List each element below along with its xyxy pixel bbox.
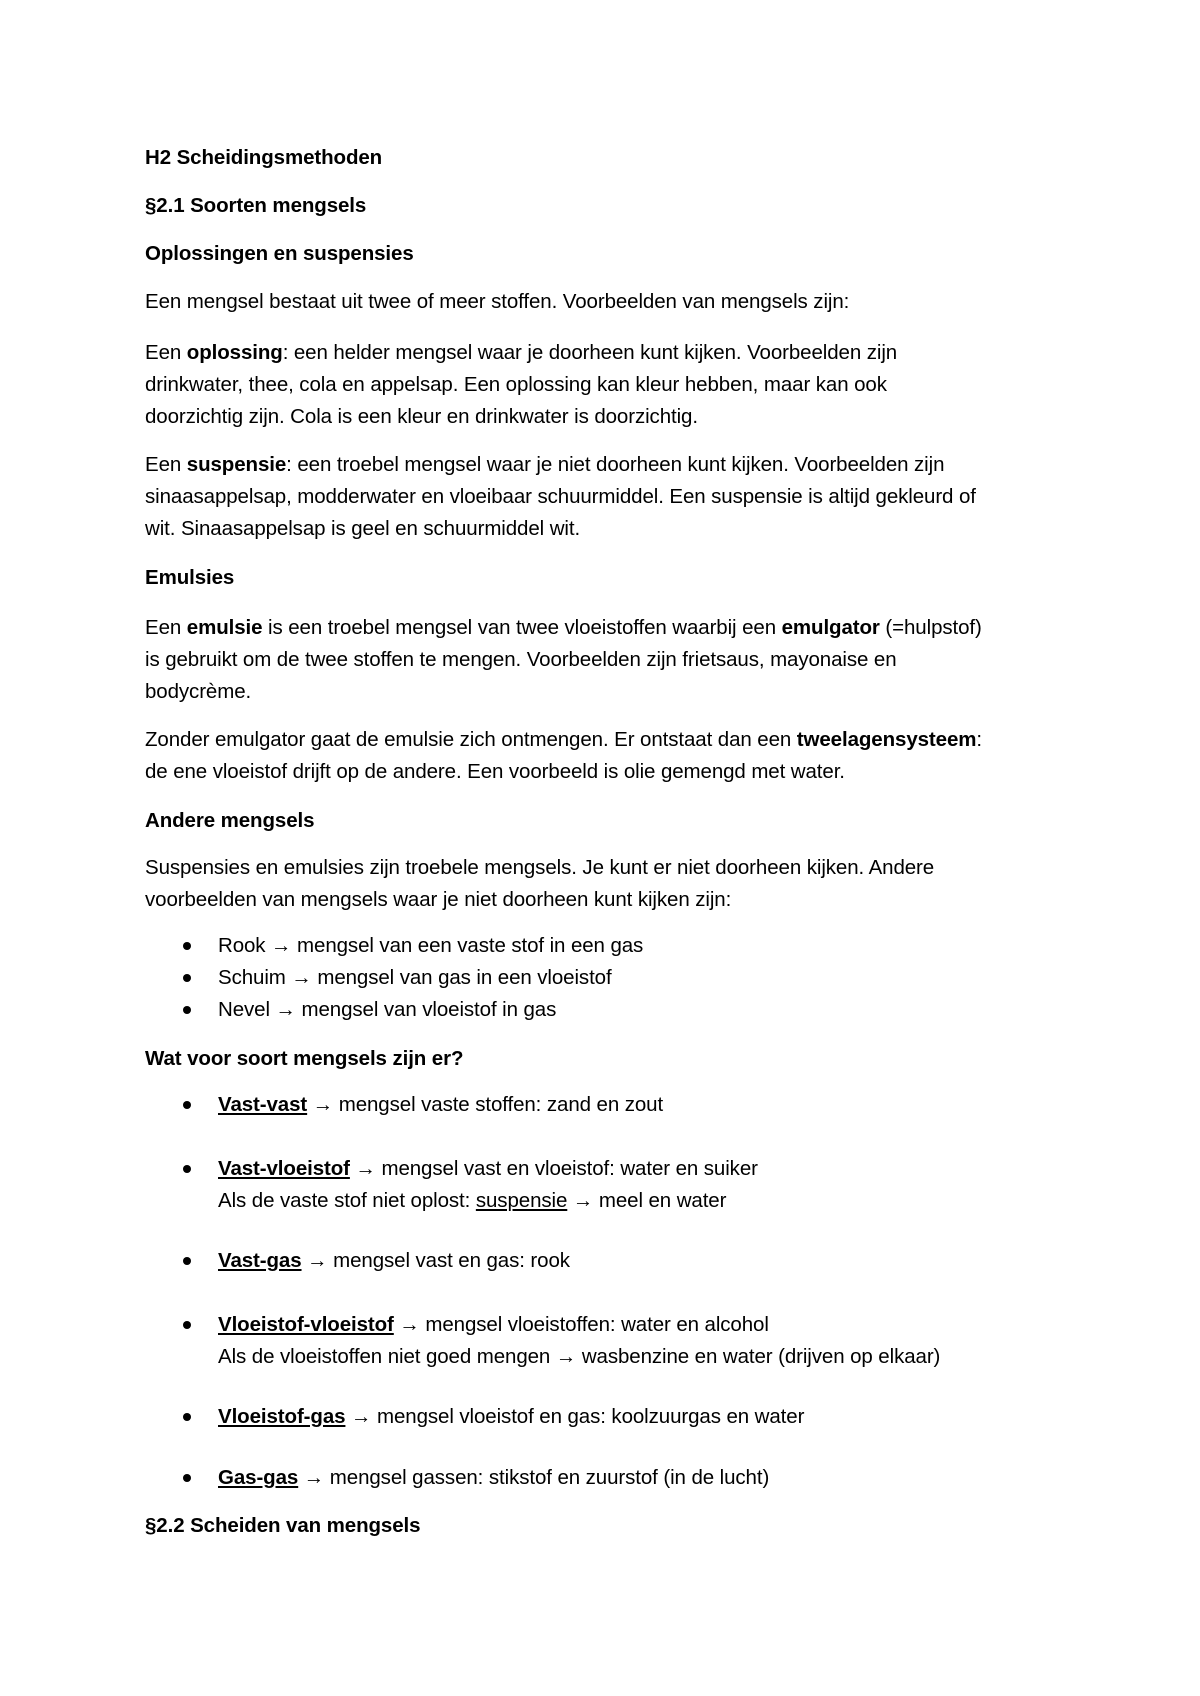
andere-list-item-rook: Rook → mengsel van een vaste stof in een gas <box>218 934 644 957</box>
bullet-icon <box>183 1165 191 1173</box>
suspensie-line-1: Een suspensie: een troebel mengsel waar je niet doorheen kunt kijken. Voorbeelden zijn <box>145 453 945 476</box>
intro-paragraph: Een mengsel bestaat uit twee of meer stoffen. Voorbeelden van mengsels zijn: <box>145 290 850 313</box>
subheading-oplossingen: Oplossingen en suspensies <box>145 242 414 265</box>
bullet-icon <box>183 1413 191 1421</box>
suspensie-line-3: wit. Sinaasappelsap is geel en schuurmiddel wit. <box>145 517 581 540</box>
emulsie-line-3: bodycrème. <box>145 680 252 703</box>
subheading-andere: Andere mengsels <box>145 809 315 832</box>
zonder-line-1: Zonder emulgator gaat de emulsie zich ontmengen. Er ontstaat dan een tweelagensysteem: <box>145 728 982 751</box>
bullet-icon <box>183 974 191 982</box>
document-title: H2 Scheidingsmethoden <box>145 146 383 169</box>
soort-item-vast-gas: Vast-gas → mengsel vast en gas: rook <box>218 1249 570 1272</box>
bullet-icon <box>183 1101 191 1109</box>
andere-line-1: Suspensies en emulsies zijn troebele mengsels. Je kunt er niet doorheen kijken. Andere <box>145 856 935 879</box>
bullet-icon <box>183 1257 191 1265</box>
oplossing-line-1: Een oplossing: een helder mengsel waar je doorheen kunt kijken. Voorbeelden zijn <box>145 341 898 364</box>
soort-item-vloeistof-vloeistof: Vloeistof-vloeistof → mengsel vloeistoffen: water en alcohol <box>218 1313 769 1336</box>
subheading-emulsies: Emulsies <box>145 566 235 589</box>
oplossing-line-2: drinkwater, thee, cola en appelsap. Een oplossing kan kleur hebben, maar kan ook <box>145 373 887 396</box>
soort-item-vast-vloeistof-extra: Als de vaste stof niet oplost: suspensie → meel en water <box>218 1189 727 1212</box>
zonder-line-2: de ene vloeistof drijft op de andere. Een voorbeeld is olie gemengd met water. <box>145 760 845 783</box>
subheading-soort: Wat voor soort mengsels zijn er? <box>145 1047 464 1070</box>
emulgator-term: emulgator <box>781 616 880 639</box>
soort-item-vloeistof-vloeistof-extra: Als de vloeistoffen niet goed mengen → wasbenzine en water (drijven op elkaar) <box>218 1345 941 1368</box>
tweelagensysteem-term: tweelagensysteem <box>796 728 977 751</box>
bullet-icon <box>183 1006 191 1014</box>
section-heading-2-1: §2.1 Soorten mengsels <box>145 194 367 217</box>
emulsie-line-2: is gebruikt om de twee stoffen te mengen. Voorbeelden zijn frietsaus, mayonaise en <box>145 648 897 671</box>
soort-item-vast-vloeistof: Vast-vloeistof → mengsel vast en vloeistof: water en suiker <box>218 1157 758 1180</box>
andere-line-2: voorbeelden van mengsels waar je niet doorheen kunt kijken zijn: <box>145 888 732 911</box>
soort-item-vloeistof-gas: Vloeistof-gas → mengsel vloeistof en gas: koolzuurgas en water <box>218 1405 805 1428</box>
andere-list-item-schuim: Schuim → mengsel van gas in een vloeistof <box>218 966 612 989</box>
oplossing-term: oplossing <box>186 341 283 364</box>
oplossing-line-3: doorzichtig zijn. Cola is een kleur en drinkwater is doorzichtig. <box>145 405 698 428</box>
bullet-icon <box>183 942 191 950</box>
bullet-icon <box>183 1321 191 1329</box>
suspensie-term: suspensie <box>186 453 287 476</box>
emulsie-line-1: Een emulsie is een troebel mengsel van twee vloeistoffen waarbij een emulgator (=hulpstof) <box>145 616 982 639</box>
suspensie-line-2: sinaasappelsap, modderwater en vloeibaar schuurmiddel. Een suspensie is altijd gekleurd of <box>145 485 976 508</box>
andere-list-item-nevel: Nevel → mengsel van vloeistof in gas <box>218 998 557 1021</box>
soort-item-vast-vast: Vast-vast → mengsel vaste stoffen: zand en zout <box>218 1093 664 1116</box>
emulsie-term: emulsie <box>186 616 263 639</box>
bullet-icon <box>183 1474 191 1482</box>
soort-item-gas-gas: Gas-gas → mengsel gassen: stikstof en zuurstof (in de lucht) <box>218 1466 770 1489</box>
section-heading-2-2: §2.2 Scheiden van mengsels <box>145 1514 421 1537</box>
